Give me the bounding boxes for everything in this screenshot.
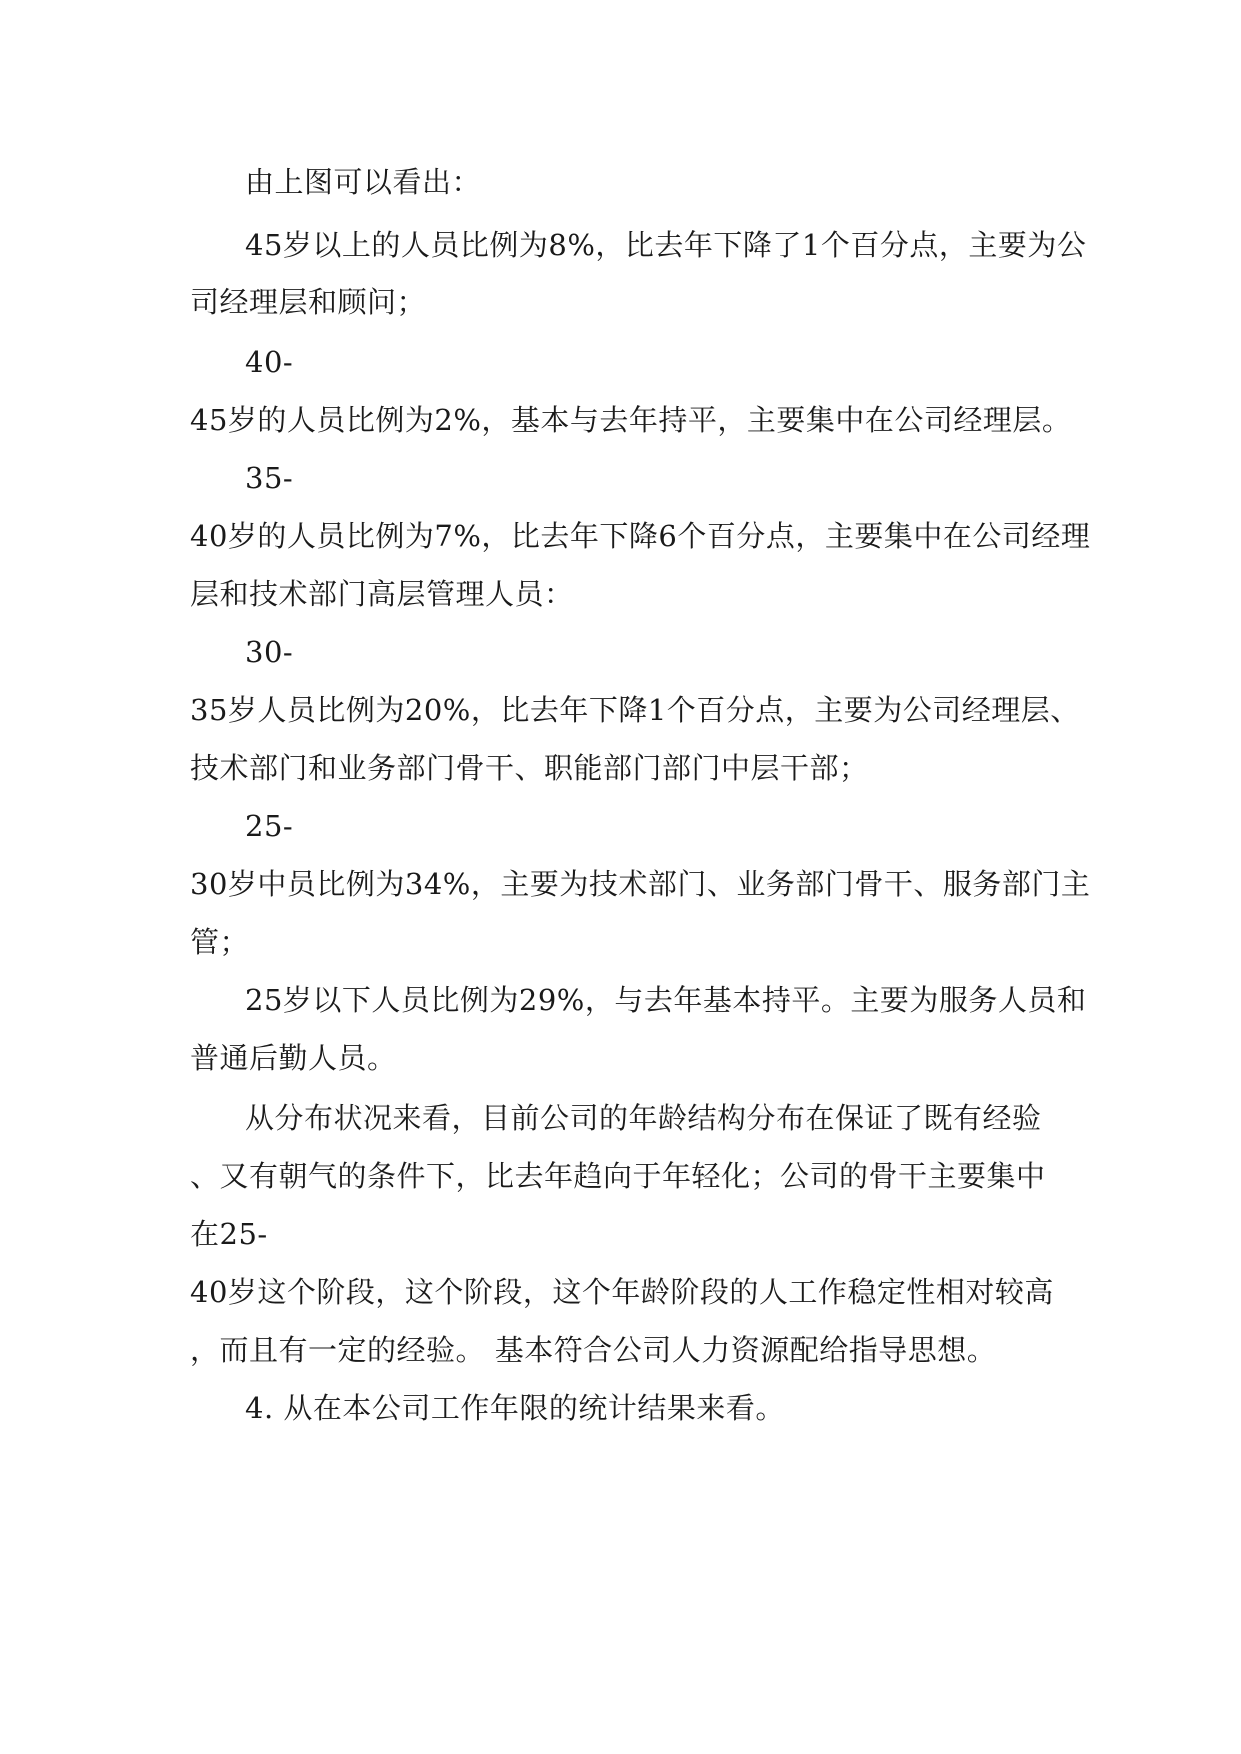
text-line-11: 技术部门和业务部门骨干、职能部门部门中层干部； <box>190 751 869 785</box>
text-line-6: 35- <box>245 461 294 495</box>
text-line-16: 普通后勤人员。 <box>190 1041 397 1075</box>
text-line-17: 从分布状况来看，目前公司的年龄结构分布在保证了既有经验 <box>245 1101 1042 1135</box>
text-line-13: 30岁中员比例为34%，主要为技术部门、业务部门骨干、服务部门主 <box>190 867 1091 901</box>
text-line-9: 30- <box>245 635 294 669</box>
text-line-4: 40- <box>245 345 294 379</box>
text-line-8: 层和技术部门高层管理人员： <box>190 577 574 611</box>
text-line-12: 25- <box>245 809 294 843</box>
text-line-10: 35岁人员比例为20%，比去年下降1个百分点，主要为公司经理层、 <box>190 693 1080 727</box>
text-line-18: 、又有朝气的条件下，比去年趋向于年轻化；公司的骨干主要集中 <box>190 1159 1046 1193</box>
text-line-14: 管； <box>190 925 250 959</box>
text-line-21: ，而且有一定的经验。 基本符合公司人力资源配给指导思想。 <box>190 1333 997 1367</box>
text-line-3: 司经理层和顾问； <box>190 285 427 319</box>
text-line-22: 4. 从在本公司工作年限的统计结果来看。 <box>245 1391 785 1425</box>
text-line-1: 由上图可以看出： <box>245 165 482 199</box>
text-line-15: 25岁以下人员比例为29%，与去年基本持平。主要为服务人员和 <box>245 983 1087 1017</box>
text-line-7: 40岁的人员比例为7%，比去年下降6个百分点，主要集中在公司经理 <box>190 519 1091 553</box>
text-line-2: 45岁以上的人员比例为8%，比去年下降了1个百分点，主要为公 <box>245 228 1087 262</box>
text-line-19: 在25- <box>190 1217 268 1251</box>
text-line-5: 45岁的人员比例为2%，基本与去年持平，主要集中在公司经理层。 <box>190 403 1072 437</box>
text-line-20: 40岁这个阶段，这个阶段，这个年龄阶段的人工作稳定性相对较高 <box>190 1275 1054 1309</box>
